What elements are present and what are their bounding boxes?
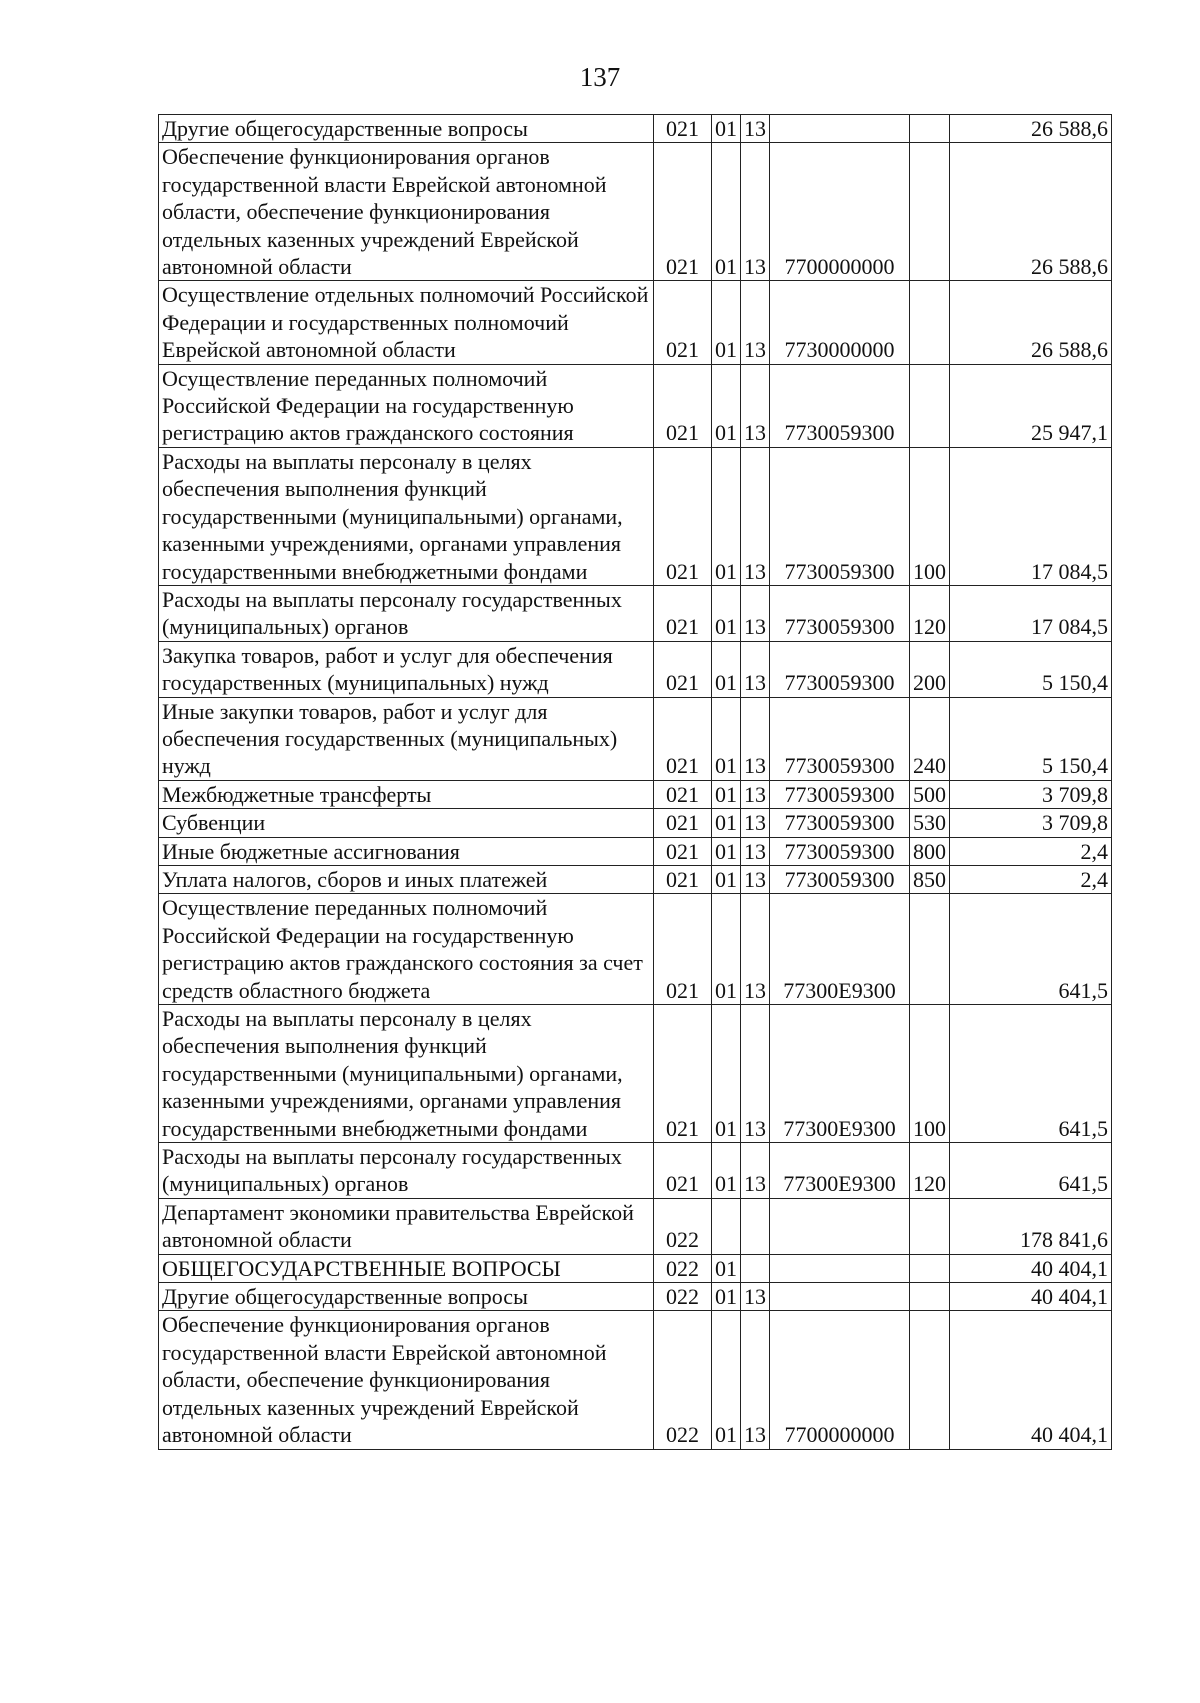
admin-code: 021 <box>654 281 712 364</box>
amount: 17 084,5 <box>950 447 1112 585</box>
amount: 641,5 <box>950 1005 1112 1143</box>
admin-code: 021 <box>654 143 712 281</box>
table-row <box>159 1143 1112 1199</box>
subsection-code: 13 <box>741 697 770 780</box>
row-name: Расходы на выплаты персоналу в целях обеспечения выполнения функций государственными (муниципальными) органами, казенными учреждениями, органами управления государственными внебюджетными фондами <box>159 1005 654 1143</box>
section-code: 01 <box>712 809 741 837</box>
expense-type-code <box>910 1254 950 1282</box>
table-row <box>159 1254 1112 1282</box>
amount: 17 084,5 <box>950 585 1112 641</box>
expense-type-code <box>910 364 950 447</box>
target-article-code: 7730059300 <box>770 585 910 641</box>
expense-type-code: 120 <box>910 585 950 641</box>
row-name: Обеспечение функционирования органов государственной власти Еврейской автономной области, обеспечение функционирования отдельных казенных учреждений Еврейской автономной области <box>159 1311 654 1449</box>
admin-code: 022 <box>654 1198 712 1254</box>
section-code: 01 <box>712 447 741 585</box>
expense-type-code <box>910 143 950 281</box>
amount: 26 588,6 <box>950 143 1112 281</box>
target-article-code: 77300E9300 <box>770 894 910 1005</box>
section-code: 01 <box>712 1311 741 1449</box>
amount: 40 404,1 <box>950 1283 1112 1311</box>
amount: 2,4 <box>950 865 1112 893</box>
target-article-code <box>770 1198 910 1254</box>
expense-type-code: 240 <box>910 697 950 780</box>
admin-code: 021 <box>654 641 712 697</box>
expense-type-code <box>910 1198 950 1254</box>
row-name: Уплата налогов, сборов и иных платежей <box>159 865 654 893</box>
section-code: 01 <box>712 1143 741 1199</box>
table-row <box>159 865 1112 893</box>
amount: 3 709,8 <box>950 809 1112 837</box>
subsection-code: 13 <box>741 1005 770 1143</box>
amount: 2,4 <box>950 837 1112 865</box>
section-code: 01 <box>712 894 741 1005</box>
subsection-code: 13 <box>741 780 770 808</box>
section-code: 01 <box>712 641 741 697</box>
row-name: Осуществление переданных полномочий Российской Федерации на государственную регистрацию актов гражданского состояния <box>159 364 654 447</box>
table-row <box>159 364 1112 447</box>
admin-code: 021 <box>654 115 712 143</box>
subsection-code: 13 <box>741 143 770 281</box>
target-article-code: 7730059300 <box>770 809 910 837</box>
budget-table-body <box>159 115 1112 1450</box>
admin-code: 022 <box>654 1254 712 1282</box>
target-article-code: 7730059300 <box>770 837 910 865</box>
table-row <box>159 1283 1112 1311</box>
section-code: 01 <box>712 780 741 808</box>
section-code: 01 <box>712 143 741 281</box>
table-row <box>159 1198 1112 1254</box>
subsection-code: 13 <box>741 894 770 1005</box>
amount: 3 709,8 <box>950 780 1112 808</box>
amount: 5 150,4 <box>950 641 1112 697</box>
admin-code: 021 <box>654 837 712 865</box>
row-name: Обеспечение функционирования органов государственной власти Еврейской автономной области, обеспечение функционирования отдельных казенных учреждений Еврейской автономной области <box>159 143 654 281</box>
subsection-code: 13 <box>741 364 770 447</box>
table-row <box>159 1005 1112 1143</box>
table-row <box>159 809 1112 837</box>
target-article-code <box>770 1283 910 1311</box>
expense-type-code: 100 <box>910 1005 950 1143</box>
section-code: 01 <box>712 1254 741 1282</box>
section-code: 01 <box>712 115 741 143</box>
admin-code: 021 <box>654 780 712 808</box>
table-row <box>159 585 1112 641</box>
amount: 40 404,1 <box>950 1254 1112 1282</box>
table-row <box>159 894 1112 1005</box>
row-name: Осуществление переданных полномочий Российской Федерации на государственную регистрацию актов гражданского состояния за счет средств областного бюджета <box>159 894 654 1005</box>
table-row <box>159 697 1112 780</box>
table-row <box>159 1311 1112 1449</box>
table-row <box>159 837 1112 865</box>
admin-code: 021 <box>654 865 712 893</box>
admin-code: 021 <box>654 894 712 1005</box>
section-code: 01 <box>712 865 741 893</box>
subsection-code: 13 <box>741 641 770 697</box>
admin-code: 022 <box>654 1283 712 1311</box>
admin-code: 021 <box>654 697 712 780</box>
section-code: 01 <box>712 837 741 865</box>
table-row <box>159 115 1112 143</box>
target-article-code <box>770 115 910 143</box>
expense-type-code: 800 <box>910 837 950 865</box>
target-article-code: 7730059300 <box>770 865 910 893</box>
subsection-code <box>741 1254 770 1282</box>
subsection-code: 13 <box>741 865 770 893</box>
target-article-code: 7730059300 <box>770 364 910 447</box>
page-number: 137 <box>579 62 621 92</box>
expense-type-code: 200 <box>910 641 950 697</box>
target-article-code <box>770 1254 910 1282</box>
amount: 641,5 <box>950 1143 1112 1199</box>
section-code: 01 <box>712 281 741 364</box>
target-article-code: 7730059300 <box>770 447 910 585</box>
row-name: Департамент экономики правительства Еврейской автономной области <box>159 1198 654 1254</box>
row-name: Другие общегосударственные вопросы <box>159 115 654 143</box>
section-code: 01 <box>712 697 741 780</box>
admin-code: 021 <box>654 1005 712 1143</box>
section-code <box>712 1198 741 1254</box>
target-article-code: 77300E9300 <box>770 1005 910 1143</box>
subsection-code: 13 <box>741 585 770 641</box>
expense-type-code: 850 <box>910 865 950 893</box>
row-name: Иные бюджетные ассигнования <box>159 837 654 865</box>
target-article-code: 7730059300 <box>770 641 910 697</box>
table-row <box>159 143 1112 281</box>
subsection-code: 13 <box>741 809 770 837</box>
row-name: Субвенции <box>159 809 654 837</box>
row-name: ОБЩЕГОСУДАРСТВЕННЫЕ ВОПРОСЫ <box>159 1254 654 1282</box>
target-article-code: 7700000000 <box>770 1311 910 1449</box>
subsection-code: 13 <box>741 1283 770 1311</box>
table-row <box>159 447 1112 585</box>
expense-type-code <box>910 115 950 143</box>
row-name: Расходы на выплаты персоналу в целях обеспечения выполнения функций государственными (муниципальными) органами, казенными учреждениями, органами управления государственными внебюджетными фондами <box>159 447 654 585</box>
amount: 26 588,6 <box>950 281 1112 364</box>
amount: 25 947,1 <box>950 364 1112 447</box>
target-article-code: 7730059300 <box>770 780 910 808</box>
section-code: 01 <box>712 1283 741 1311</box>
expense-type-code <box>910 1311 950 1449</box>
admin-code: 021 <box>654 809 712 837</box>
admin-code: 021 <box>654 1143 712 1199</box>
subsection-code: 13 <box>741 115 770 143</box>
subsection-code: 13 <box>741 447 770 585</box>
row-name: Расходы на выплаты персоналу государственных (муниципальных) органов <box>159 585 654 641</box>
row-name: Закупка товаров, работ и услуг для обеспечения государственных (муниципальных) нужд <box>159 641 654 697</box>
section-code: 01 <box>712 585 741 641</box>
expense-type-code: 500 <box>910 780 950 808</box>
table-row <box>159 780 1112 808</box>
subsection-code: 13 <box>741 1143 770 1199</box>
admin-code: 021 <box>654 364 712 447</box>
expense-type-code: 530 <box>910 809 950 837</box>
table-row <box>159 641 1112 697</box>
section-code: 01 <box>712 364 741 447</box>
target-article-code: 7730059300 <box>770 697 910 780</box>
expense-type-code <box>910 1283 950 1311</box>
target-article-code: 7730000000 <box>770 281 910 364</box>
budget-table <box>158 114 1112 1450</box>
subsection-code <box>741 1198 770 1254</box>
section-code: 01 <box>712 1005 741 1143</box>
subsection-code: 13 <box>741 1311 770 1449</box>
target-article-code: 7700000000 <box>770 143 910 281</box>
subsection-code: 13 <box>741 281 770 364</box>
amount: 40 404,1 <box>950 1311 1112 1449</box>
amount: 5 150,4 <box>950 697 1112 780</box>
row-name: Межбюджетные трансферты <box>159 780 654 808</box>
table-row <box>159 281 1112 364</box>
expense-type-code <box>910 894 950 1005</box>
amount: 641,5 <box>950 894 1112 1005</box>
admin-code: 022 <box>654 1311 712 1449</box>
row-name: Иные закупки товаров, работ и услуг для обеспечения государственных (муниципальных) нужд <box>159 697 654 780</box>
expense-type-code: 100 <box>910 447 950 585</box>
amount: 178 841,6 <box>950 1198 1112 1254</box>
admin-code: 021 <box>654 447 712 585</box>
row-name: Другие общегосударственные вопросы <box>159 1283 654 1311</box>
subsection-code: 13 <box>741 837 770 865</box>
row-name: Осуществление отдельных полномочий Российской Федерации и государственных полномочий Еврейской автономной области <box>159 281 654 364</box>
expense-type-code <box>910 281 950 364</box>
row-name: Расходы на выплаты персоналу государственных (муниципальных) органов <box>159 1143 654 1199</box>
target-article-code: 77300E9300 <box>770 1143 910 1199</box>
amount: 26 588,6 <box>950 115 1112 143</box>
admin-code: 021 <box>654 585 712 641</box>
expense-type-code: 120 <box>910 1143 950 1199</box>
